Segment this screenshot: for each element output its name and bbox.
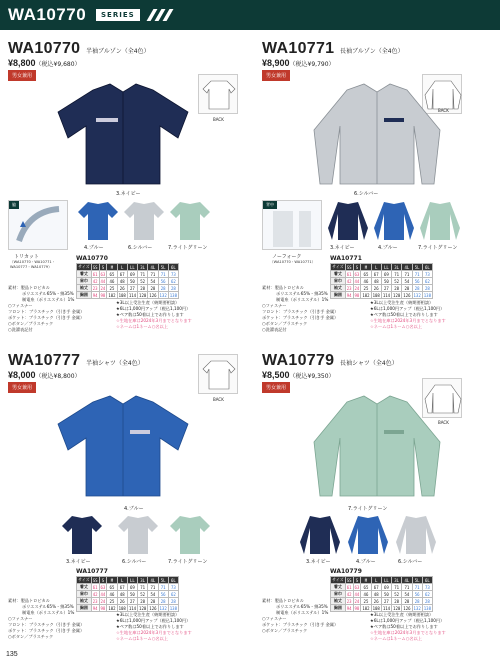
main-color-label: 3.ネイビー <box>116 191 141 197</box>
product-type: 長袖ブルゾン（全4色） <box>340 48 404 55</box>
variant-label-2: 4.ブルー <box>356 559 376 565</box>
detail-caption: トリカット <box>14 254 39 260</box>
variant-image-2 <box>346 512 390 556</box>
size-table-title: WA10777 <box>76 568 108 575</box>
product-type: 長袖シャツ（全4色） <box>340 360 398 367</box>
slash-decoration-icon <box>148 9 178 21</box>
size-table-title: WA10770 <box>76 255 108 262</box>
product-code: WA10777 <box>8 352 81 369</box>
product-code: WA10771 <box>262 40 335 57</box>
variant-label-3: 7.ライトグリーン <box>168 245 208 251</box>
unisex-badge: 男女兼用 <box>8 382 36 393</box>
size-table: サイズ SS S M L LL 3L 4L 5L 6L 着丈 61 63 65 67 69 71 71 71 73 肩巾 42 44 46 48 50 52 54 56 62 袖丈 23 24 25 26 27 28 28 28 28 胸囲 94 98 102 108 114 120 126 132 138 <box>332 577 431 611</box>
series-code: WA10770 <box>8 5 87 24</box>
size-table: サイズ SS S M L LL 3L 4L 5L 6L 着丈 61 63 65 67 69 71 71 71 73 肩巾 42 44 46 48 50 52 54 56 62 袖丈 23 24 25 26 27 28 28 28 28 胸囲 94 98 102 108 114 120 126 132 138 <box>78 264 177 298</box>
main-garment-image <box>48 80 198 190</box>
product-wa10770 <box>8 40 253 345</box>
product-code: WA10779 <box>262 352 335 369</box>
back-label: BACK <box>213 117 224 122</box>
variant-label-2: 6.シルバー <box>128 245 153 251</box>
main-garment-image <box>302 80 452 190</box>
main-color-label: 6.シルバー <box>354 191 379 197</box>
detail-sub1: （WA10770・WA10771・ <box>10 260 56 264</box>
detail-tag: 背中 <box>263 201 277 209</box>
order-notes: ★3L以上受注生産（納期要相談） ★6Lは1,000円アップ（税込1,100円） ★ペア数は50着以上でお作りします ☆生地在庫は2024年3月までとなります ☆ネームは1ネーム○名以上 <box>116 612 192 641</box>
series-tag: SERIES <box>96 9 140 21</box>
variant-label-1: 3.ネイビー <box>66 559 91 565</box>
product-price: ¥8,900（税込¥9,790） <box>262 58 335 68</box>
variant-label-1: 4.ブルー <box>84 245 104 251</box>
order-notes: ★3L以上受注生産（納期要相談） ★6Lは1,000円アップ（税込1,100円） ★ペア数は50着以上でお作りします ☆生地在庫は2024年3月までとなります ☆ネームは1ネーム○名以上 <box>370 612 446 641</box>
variant-image-2 <box>116 512 160 556</box>
product-wa10771 <box>262 40 500 345</box>
variant-image-1 <box>76 198 120 242</box>
variant-image-1 <box>60 512 104 556</box>
variant-label-1: 3.ネイビー <box>306 559 331 565</box>
size-table-title: WA10771 <box>330 255 362 262</box>
variant-label-3: 7.ライトグリーン <box>168 559 208 565</box>
page-number: 135 <box>6 651 18 658</box>
back-view-image <box>198 354 238 394</box>
variant-label-3: 6.シルバー <box>398 559 423 565</box>
material-specs: 素材：製品トロピカル ポリエステル65%・綿35% 制電糸（ポリエステル）1% ○ファスナー フロント：プラスチック（引き手 金属） ポケット：プラスチック（引き手 金属） ○ボタン／プラスチック ○洗濯表記付 <box>8 285 85 332</box>
material-specs: 素材：製品トロピカル ポリエステル65%・綿35% 制電糸（ポリエステル）1% ○ファスナー ポケット：プラスチック（引き手 金属） ○ボタン／プラスチック <box>262 598 339 633</box>
back-view-image <box>198 74 238 114</box>
variant-label-2: 4.ブルー <box>378 245 398 251</box>
size-table: サイズ SS S M L LL 3L 4L 5L 6L 着丈 61 63 65 67 69 71 71 71 73 肩巾 42 44 46 48 50 52 54 56 62 袖丈 23 24 25 26 27 28 28 28 28 胸囲 94 98 102 108 114 120 126 132 138 <box>78 577 177 611</box>
product-price: ¥8,000（税込¥8,800） <box>8 370 81 380</box>
back-label: BACK <box>438 108 449 113</box>
variant-image-3 <box>168 512 212 556</box>
product-price: ¥8,500（税込¥9,350） <box>262 370 335 380</box>
detail-caption: ノーフォーク <box>272 254 302 260</box>
variant-image-3 <box>418 198 462 242</box>
unisex-badge: 男女兼用 <box>262 70 290 81</box>
product-code: WA10770 <box>8 40 81 57</box>
variant-label-1: 3.ネイビー <box>330 245 355 251</box>
main-garment-image <box>48 392 198 502</box>
variant-image-2 <box>372 198 416 242</box>
order-notes: ★3L以上受注生産（納期要相談） ★6Lは1,000円アップ（税込1,100円） ★ペア数は50着以上でお作りします ☆生地在庫は2024年3月までとなります ☆ネームは1ネーム○名以上 <box>370 300 446 329</box>
order-notes: ★3L以上受注生産（納期要相談） ★6Lは1,000円アップ（税込1,100円） ★ペア数は50着以上でお作りします ☆生地在庫は2024年3月までとなります ☆ネームは1ネーム○名以上 <box>116 300 192 329</box>
material-specs: 素材：製品トロピカル ポリエステル65%・綿35% 制電糸（ポリエステル）1% ○ファスナー フロント：プラスチック（引き手 金属） ポケット：プラスチック（引き手 金属） ○ボタン／プラスチック ○洗濯表記付 <box>262 285 339 332</box>
variant-image-1 <box>298 512 342 556</box>
back-label: BACK <box>438 420 449 425</box>
header-bar <box>0 0 500 30</box>
size-table: サイズ SS S M L LL 3L 4L 5L 6L 着丈 61 63 65 67 69 71 71 71 73 肩巾 42 44 46 48 50 52 54 56 62 袖丈 23 24 25 26 27 28 28 28 28 胸囲 94 98 102 108 114 120 126 132 138 <box>332 264 431 298</box>
variant-image-3 <box>394 512 438 556</box>
variant-image-1 <box>326 198 370 242</box>
variant-image-2 <box>122 198 166 242</box>
main-garment-image <box>302 392 452 502</box>
variant-label-2: 6.シルバー <box>122 559 147 565</box>
product-type: 半袖シャツ（全4色） <box>86 360 144 367</box>
variant-image-3 <box>168 198 212 242</box>
detail-tag: 脇 <box>9 201 19 209</box>
product-wa10779 <box>262 352 500 657</box>
unisex-badge: 男女兼用 <box>8 70 36 81</box>
main-color-label: 7.ライトグリーン <box>348 506 388 512</box>
material-specs: 素材：製品トロピカル ポリエステル65%・綿35% 制電糸（ポリエステル）1% ○ファスナー フロント：プラスチック（引き手 金属） ポケット：プラスチック（引き手 金属） ○ボタン／プラスチック <box>8 598 85 639</box>
variant-label-3: 7.ライトグリーン <box>418 245 458 251</box>
product-type: 半袖ブルゾン（全4色） <box>86 48 150 55</box>
back-label: BACK <box>213 397 224 402</box>
detail-image <box>262 200 322 250</box>
product-price: ¥8,800（税込¥9,680） <box>8 58 81 68</box>
size-table-title: WA10779 <box>330 568 362 575</box>
main-color-label: 4.ブルー <box>124 506 144 512</box>
product-wa10777 <box>8 352 253 657</box>
detail-sub2: WA10777・WA10779） <box>10 265 52 269</box>
detail-sub1: （WA10770・WA10771） <box>270 260 316 264</box>
unisex-badge: 男女兼用 <box>262 382 290 393</box>
detail-image <box>8 200 68 250</box>
